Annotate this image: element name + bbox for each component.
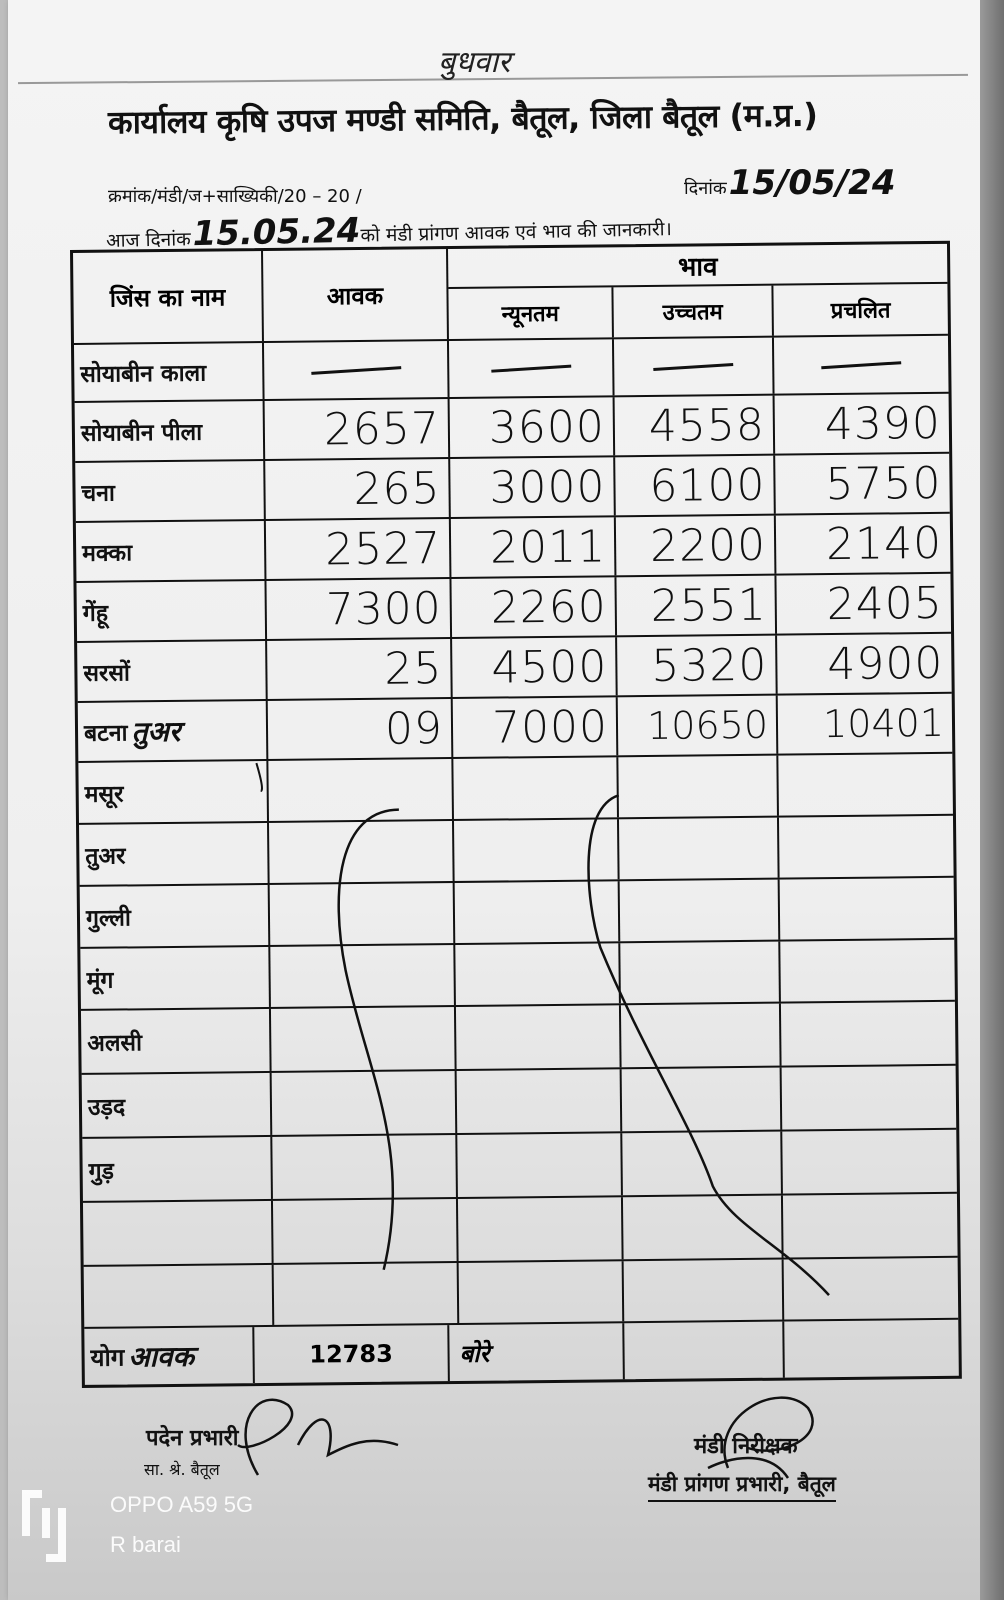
- signatory-left-sub: सा. श्रे. बैतूल: [144, 1460, 220, 1479]
- commodity-name: [83, 1201, 274, 1265]
- header-price-title: भाव: [448, 244, 947, 289]
- document-date: [684, 163, 895, 203]
- min-price: 2011: [451, 517, 617, 577]
- arrival-value: 2657: [265, 399, 451, 459]
- commodity-name: गुड़: [82, 1137, 273, 1201]
- commodity-name: तुअर: [79, 823, 270, 885]
- arrival-dash: [264, 341, 450, 399]
- commodity-name: मक्का: [76, 521, 267, 581]
- total-unit-note: बोरे: [449, 1323, 625, 1381]
- modal-empty: [778, 754, 953, 816]
- modal-dash: [774, 336, 949, 394]
- total-empty: [784, 1320, 959, 1378]
- commodity-name: [84, 1265, 275, 1327]
- total-empty: [624, 1322, 785, 1380]
- arrival-value: 25: [267, 639, 453, 699]
- max-empty: [621, 1004, 782, 1068]
- max-empty: [620, 880, 781, 942]
- min-empty: [457, 1133, 623, 1197]
- total-handwritten-label: आवक: [128, 1339, 195, 1374]
- modal-empty: [784, 1258, 959, 1320]
- max-price: 2200: [616, 516, 777, 576]
- signatory-right-title: मंडी निरीक्षक: [694, 1434, 798, 1459]
- commodity-name: मसूर: [78, 761, 269, 823]
- modal-price: 2140: [825, 517, 943, 570]
- table-row: [76, 574, 951, 643]
- arrival-empty: [271, 1007, 457, 1071]
- watermark-user: R barai: [110, 1532, 181, 1557]
- min-empty: [455, 943, 621, 1005]
- commodity-name: उड़द: [82, 1073, 273, 1137]
- header-min-price: न्यूनतम: [448, 287, 614, 339]
- min-price: 3600: [450, 397, 616, 457]
- header-arrival: आवक: [263, 249, 449, 341]
- arrival-value: 7300: [266, 579, 452, 639]
- commodity-name: सोयाबीन काला: [74, 343, 265, 401]
- min-empty: [457, 1069, 623, 1133]
- arrival-empty: [268, 759, 454, 821]
- min-empty: [454, 819, 620, 881]
- table-row: [75, 394, 950, 463]
- max-price: 6100: [615, 456, 776, 516]
- table-row: [83, 1194, 958, 1267]
- max-price: 4558: [615, 396, 776, 456]
- arrival-price-table: [70, 241, 962, 1388]
- document-sheet: [8, 0, 980, 1600]
- date-label: दिनांक: [684, 178, 727, 199]
- arrival-value: 09: [268, 699, 454, 759]
- max-price: 5320: [617, 636, 778, 696]
- modal-empty: [782, 1130, 957, 1194]
- max-price: 10650: [618, 696, 779, 756]
- modal-empty: [783, 1194, 958, 1258]
- today-date: 15.05.24: [192, 210, 361, 255]
- reference-number: क्रमांक/मंडी/ज+साख्यिकी/20 – 20 /: [108, 186, 362, 207]
- header-price-group: [448, 244, 948, 339]
- header-max-price: उच्चतम: [613, 286, 774, 338]
- max-dash: [614, 338, 775, 396]
- arrival-empty: [272, 1135, 458, 1199]
- arrival-empty: [273, 1199, 459, 1263]
- commodity-name: चना: [75, 461, 266, 521]
- table-row: [75, 454, 950, 523]
- table-row: [76, 514, 951, 583]
- min-price: 4500: [452, 637, 618, 697]
- min-empty: [458, 1197, 624, 1261]
- arrival-empty: [269, 821, 455, 883]
- modal-empty: [781, 1002, 956, 1066]
- header-commodity: जिंस का नाम: [73, 251, 264, 343]
- camera-watermark-icon: [20, 1488, 68, 1564]
- modal-empty: [782, 1066, 957, 1130]
- total-label: [84, 1327, 255, 1385]
- table-row: [80, 940, 955, 1011]
- signature-left-icon: [188, 1385, 418, 1485]
- date-value: 15/05/24: [728, 163, 896, 203]
- modal-price: 10401: [822, 700, 945, 747]
- max-empty: [622, 1068, 783, 1132]
- handwritten-name: तुअर: [131, 714, 181, 749]
- table-row: [80, 878, 955, 949]
- modal-price: 5750: [825, 457, 942, 510]
- printed-name: बटना: [83, 720, 128, 747]
- today-suffix: को मंडी प्रांगण आवक एवं भाव की जानकारी।: [360, 218, 672, 247]
- max-empty: [619, 818, 780, 880]
- table-row: [82, 1130, 957, 1203]
- signature-right-icon: [688, 1388, 888, 1488]
- arrival-value: 2527: [266, 519, 452, 579]
- total-arrival-value: 12783: [254, 1325, 450, 1383]
- table-row: [74, 336, 949, 403]
- commodity-name: सोयाबीन पीला: [75, 401, 266, 461]
- signatory-right-sub: मंडी प्रांगण प्रभारी, बैतूल: [648, 1470, 836, 1502]
- min-dash: [449, 339, 615, 397]
- office-title: कार्यालय कृषि उपज मण्डी समिति, बैतूल, जिला बैतूल (म.प्र.): [107, 95, 818, 142]
- modal-price: 4900: [827, 637, 944, 690]
- commodity-name: गुल्ली: [80, 885, 271, 947]
- max-price: 2551: [616, 576, 777, 636]
- commodity-name: मूंग: [80, 947, 271, 1009]
- today-prefix: आज दिनांक: [105, 228, 191, 252]
- table-row: [78, 694, 953, 763]
- commodity-name: गेंहू: [76, 581, 267, 641]
- table-row: [82, 1066, 957, 1139]
- table-row: [78, 754, 953, 825]
- min-empty: [459, 1261, 625, 1323]
- handwritten-day-note: बुधवार: [438, 45, 511, 80]
- modal-price: 4390: [824, 397, 942, 450]
- background-edge: [980, 0, 1004, 1600]
- min-price: 7000: [453, 697, 619, 757]
- modal-price: 2405: [826, 577, 944, 630]
- modal-empty: [780, 940, 955, 1002]
- total-row: [84, 1320, 959, 1385]
- min-price: 3000: [450, 457, 616, 517]
- commodity-name: अलसी: [81, 1009, 272, 1073]
- max-empty: [624, 1260, 785, 1322]
- min-price: 2260: [451, 577, 617, 637]
- min-empty: [455, 881, 621, 943]
- table-row: [79, 816, 954, 887]
- watermark-device: OPPO A59 5G: [110, 1492, 254, 1517]
- max-empty: [620, 942, 781, 1004]
- arrival-empty: [272, 1071, 458, 1135]
- arrival-value: 265: [265, 459, 451, 519]
- header-modal-price: प्रचलित: [830, 298, 891, 325]
- max-empty: [623, 1196, 784, 1260]
- table-row: [84, 1258, 959, 1329]
- max-empty: [618, 756, 779, 818]
- max-empty: [622, 1132, 783, 1196]
- table-row: [81, 1002, 956, 1075]
- signatory-left-title: पदेन प्रभारी: [146, 1426, 239, 1451]
- min-empty: [453, 757, 619, 819]
- table-row: [77, 634, 952, 703]
- table-header: [73, 244, 948, 345]
- commodity-name: सरसों: [77, 641, 268, 701]
- min-empty: [456, 1005, 622, 1069]
- modal-empty: [780, 878, 955, 940]
- arrival-empty: [274, 1263, 460, 1325]
- arrival-empty: [270, 883, 456, 945]
- arrival-empty: [270, 945, 456, 1007]
- modal-empty: [779, 816, 954, 878]
- total-printed-label: योग: [90, 1342, 125, 1372]
- commodity-name: [78, 701, 269, 761]
